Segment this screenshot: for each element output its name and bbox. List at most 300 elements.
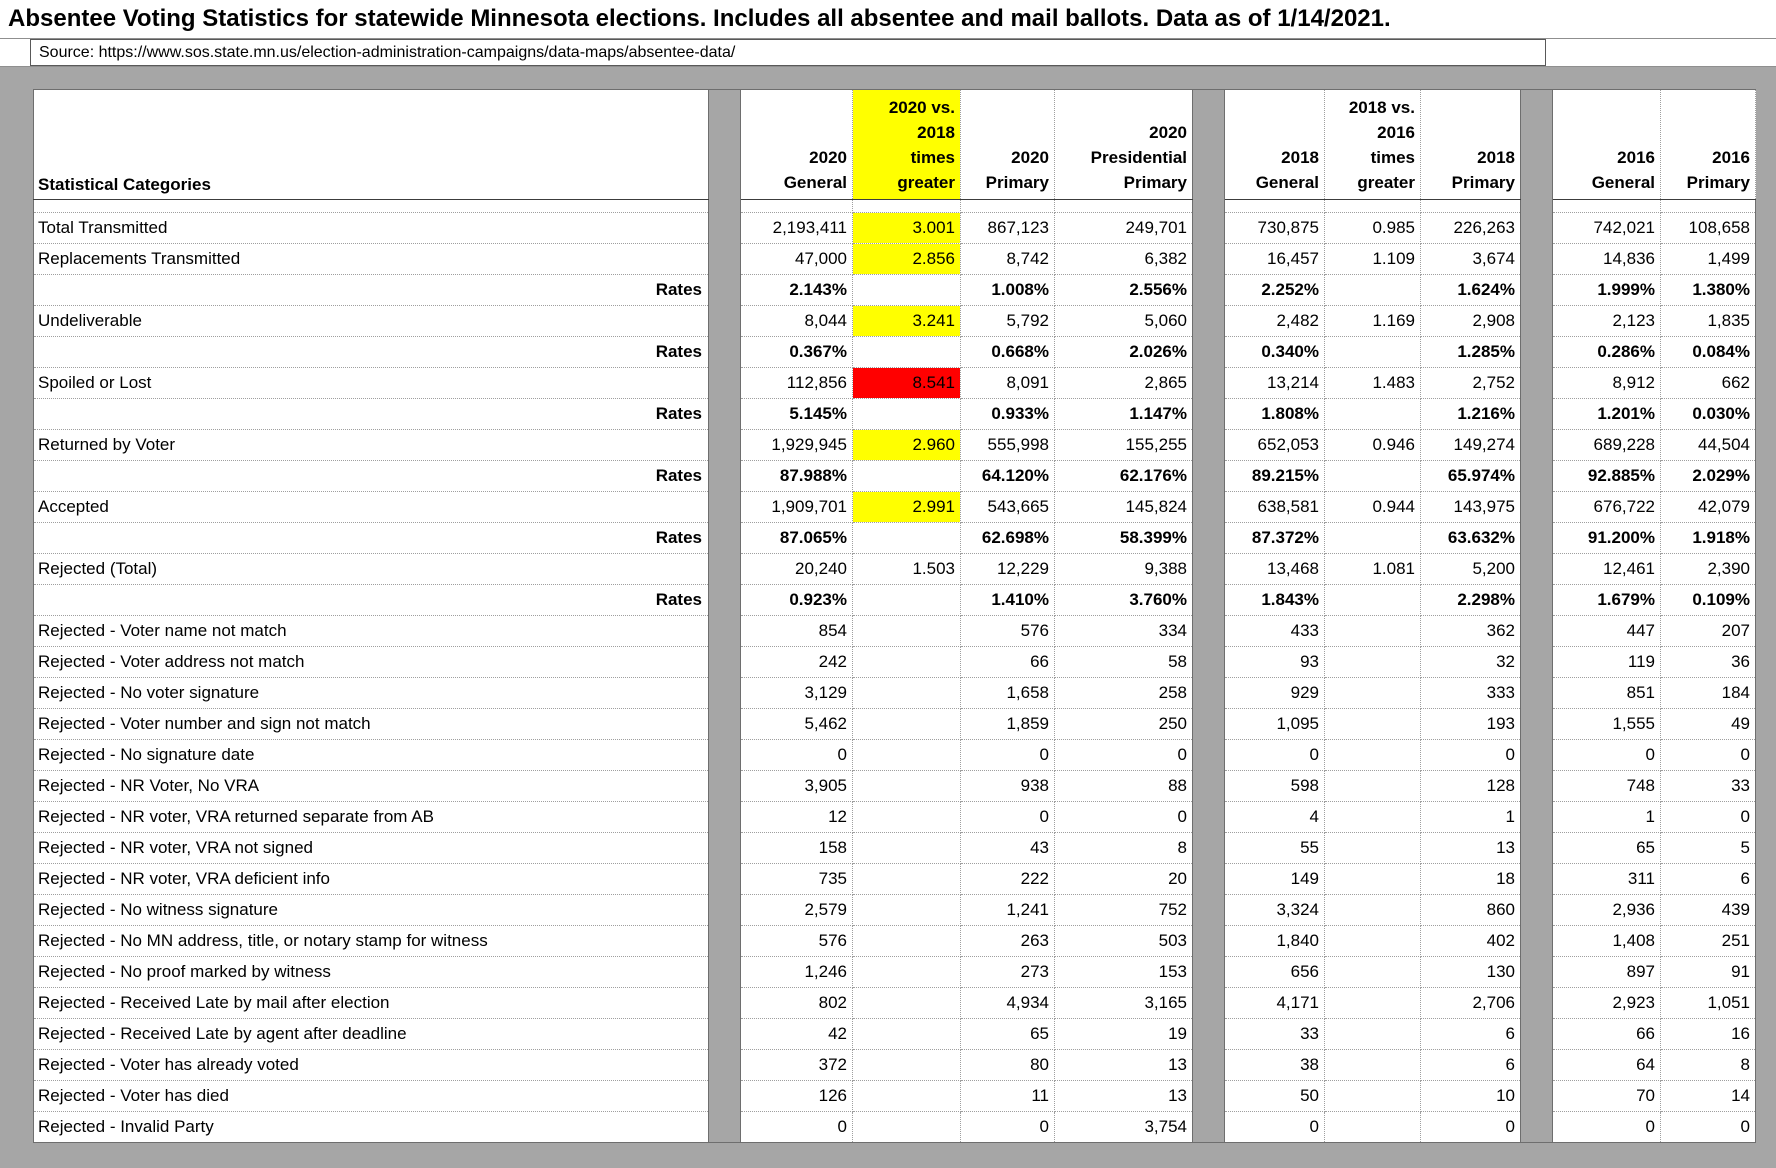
column-header-2016-general[interactable]: 2016 General <box>1553 90 1661 200</box>
value-cell-2020-vs-2018-ratio[interactable] <box>853 1112 961 1143</box>
value-cell-2016-primary[interactable]: 108,658 <box>1661 213 1756 244</box>
value-cell-2020-vs-2018-ratio[interactable]: 1.503 <box>853 554 961 585</box>
value-cell-2020-vs-2018-ratio[interactable] <box>853 771 961 802</box>
value-cell-2020-general[interactable]: 372 <box>741 1050 853 1081</box>
value-cell-2018-general[interactable]: 730,875 <box>1225 213 1325 244</box>
value-cell-2020-presidential-primary[interactable]: 58 <box>1055 647 1193 678</box>
value-cell-2018-primary[interactable]: 10 <box>1421 1081 1521 1112</box>
value-cell-2020-presidential-primary[interactable]: 250 <box>1055 709 1193 740</box>
value-cell-2018-primary[interactable]: 6 <box>1421 1019 1521 1050</box>
value-cell-2016-general[interactable]: 0.286% <box>1553 337 1661 368</box>
category-cell[interactable]: Rates <box>34 399 709 430</box>
value-cell-2018-primary[interactable]: 18 <box>1421 864 1521 895</box>
value-cell-2016-general[interactable]: 66 <box>1553 1019 1661 1050</box>
value-cell-2018-general[interactable]: 0 <box>1225 740 1325 771</box>
value-cell-2018-vs-2016-ratio[interactable]: 1.169 <box>1325 306 1421 337</box>
value-cell-2020-presidential-primary[interactable]: 2.556% <box>1055 275 1193 306</box>
value-cell-2016-general[interactable]: 91.200% <box>1553 523 1661 554</box>
value-cell-2020-general[interactable]: 0.923% <box>741 585 853 616</box>
value-cell-2020-vs-2018-ratio[interactable] <box>853 1081 961 1112</box>
value-cell-2016-primary[interactable]: 14 <box>1661 1081 1756 1112</box>
value-cell-2018-vs-2016-ratio[interactable] <box>1325 585 1421 616</box>
value-cell-2018-general[interactable]: 89.215% <box>1225 461 1325 492</box>
value-cell-2020-vs-2018-ratio[interactable] <box>853 461 961 492</box>
value-cell-2020-vs-2018-ratio[interactable]: 2.960 <box>853 430 961 461</box>
value-cell-2020-primary[interactable]: 1.008% <box>961 275 1055 306</box>
value-cell-2018-primary[interactable]: 2,908 <box>1421 306 1521 337</box>
value-cell-2020-presidential-primary[interactable]: 6,382 <box>1055 244 1193 275</box>
value-cell-2016-primary[interactable]: 0.084% <box>1661 337 1756 368</box>
value-cell-2020-general[interactable]: 1,909,701 <box>741 492 853 523</box>
value-cell-2020-primary[interactable]: 0 <box>961 740 1055 771</box>
value-cell-2016-primary[interactable]: 0.109% <box>1661 585 1756 616</box>
value-cell-2020-presidential-primary[interactable]: 8 <box>1055 833 1193 864</box>
value-cell-2018-general[interactable]: 1.843% <box>1225 585 1325 616</box>
value-cell-2020-primary[interactable]: 1,241 <box>961 895 1055 926</box>
category-cell[interactable]: Rejected - NR Voter, No VRA <box>34 771 709 802</box>
value-cell-2018-primary[interactable]: 149,274 <box>1421 430 1521 461</box>
value-cell-2018-general[interactable]: 2.252% <box>1225 275 1325 306</box>
column-header-statistical-categories[interactable]: Statistical Categories <box>34 90 709 200</box>
value-cell-2018-primary[interactable]: 5,200 <box>1421 554 1521 585</box>
value-cell-2018-vs-2016-ratio[interactable] <box>1325 461 1421 492</box>
value-cell-2018-primary[interactable]: 193 <box>1421 709 1521 740</box>
value-cell-2018-primary[interactable]: 362 <box>1421 616 1521 647</box>
column-header-2020-general[interactable]: 2020 General <box>741 90 853 200</box>
value-cell-2016-general[interactable]: 1.201% <box>1553 399 1661 430</box>
category-cell[interactable]: Rejected - NR voter, VRA deficient info <box>34 864 709 895</box>
value-cell-2020-general[interactable]: 2,579 <box>741 895 853 926</box>
value-cell-2020-presidential-primary[interactable]: 20 <box>1055 864 1193 895</box>
value-cell-2020-vs-2018-ratio[interactable] <box>853 1050 961 1081</box>
value-cell-2020-general[interactable]: 8,044 <box>741 306 853 337</box>
value-cell-2020-vs-2018-ratio[interactable] <box>853 585 961 616</box>
value-cell-2016-general[interactable]: 447 <box>1553 616 1661 647</box>
value-cell-2020-general[interactable]: 42 <box>741 1019 853 1050</box>
value-cell-2016-primary[interactable]: 5 <box>1661 833 1756 864</box>
value-cell-2016-general[interactable]: 1 <box>1553 802 1661 833</box>
value-cell-2020-general[interactable]: 5.145% <box>741 399 853 430</box>
value-cell-2016-primary[interactable]: 42,079 <box>1661 492 1756 523</box>
value-cell-2020-presidential-primary[interactable]: 0 <box>1055 740 1193 771</box>
value-cell-2018-general[interactable]: 1.808% <box>1225 399 1325 430</box>
value-cell-2020-general[interactable]: 576 <box>741 926 853 957</box>
value-cell-2018-vs-2016-ratio[interactable]: 1.109 <box>1325 244 1421 275</box>
category-cell[interactable]: Accepted <box>34 492 709 523</box>
value-cell-2020-vs-2018-ratio[interactable] <box>853 740 961 771</box>
value-cell-2020-primary[interactable]: 938 <box>961 771 1055 802</box>
value-cell-2018-general[interactable]: 50 <box>1225 1081 1325 1112</box>
value-cell-2016-general[interactable]: 92.885% <box>1553 461 1661 492</box>
category-cell[interactable]: Rejected - No proof marked by witness <box>34 957 709 988</box>
value-cell-2018-general[interactable]: 652,053 <box>1225 430 1325 461</box>
value-cell-2020-primary[interactable]: 1,859 <box>961 709 1055 740</box>
value-cell-2018-general[interactable]: 16,457 <box>1225 244 1325 275</box>
value-cell-2016-primary[interactable]: 1,835 <box>1661 306 1756 337</box>
value-cell-2018-general[interactable]: 93 <box>1225 647 1325 678</box>
value-cell-2020-general[interactable]: 112,856 <box>741 368 853 399</box>
value-cell-2016-primary[interactable]: 1,499 <box>1661 244 1756 275</box>
category-cell[interactable]: Rejected - Voter has died <box>34 1081 709 1112</box>
value-cell-2020-vs-2018-ratio[interactable] <box>853 709 961 740</box>
value-cell-2018-general[interactable]: 55 <box>1225 833 1325 864</box>
value-cell-2020-presidential-primary[interactable]: 9,388 <box>1055 554 1193 585</box>
value-cell-2020-general[interactable]: 0.367% <box>741 337 853 368</box>
value-cell-2020-primary[interactable]: 263 <box>961 926 1055 957</box>
column-header-2016-primary[interactable]: 2016 Primary <box>1661 90 1756 200</box>
value-cell-2020-presidential-primary[interactable]: 2.026% <box>1055 337 1193 368</box>
value-cell-2016-primary[interactable]: 0 <box>1661 740 1756 771</box>
value-cell-2020-primary[interactable]: 12,229 <box>961 554 1055 585</box>
value-cell-2020-general[interactable]: 854 <box>741 616 853 647</box>
value-cell-2018-vs-2016-ratio[interactable] <box>1325 1112 1421 1143</box>
value-cell-2018-general[interactable]: 1,095 <box>1225 709 1325 740</box>
value-cell-2018-primary[interactable]: 130 <box>1421 957 1521 988</box>
value-cell-2020-presidential-primary[interactable]: 13 <box>1055 1050 1193 1081</box>
value-cell-2016-general[interactable]: 8,912 <box>1553 368 1661 399</box>
column-header-2018-general[interactable]: 2018 General <box>1225 90 1325 200</box>
value-cell-2020-primary[interactable]: 222 <box>961 864 1055 895</box>
value-cell-2016-primary[interactable]: 662 <box>1661 368 1756 399</box>
value-cell-2018-vs-2016-ratio[interactable] <box>1325 275 1421 306</box>
value-cell-2016-general[interactable]: 1,555 <box>1553 709 1661 740</box>
value-cell-2016-general[interactable]: 676,722 <box>1553 492 1661 523</box>
value-cell-2018-general[interactable]: 0.340% <box>1225 337 1325 368</box>
value-cell-2020-presidential-primary[interactable]: 58.399% <box>1055 523 1193 554</box>
value-cell-2020-primary[interactable]: 62.698% <box>961 523 1055 554</box>
value-cell-2020-presidential-primary[interactable]: 3,754 <box>1055 1112 1193 1143</box>
column-header-2020-vs-2018-ratio[interactable]: 2020 vs. 2018 times greater <box>853 90 961 200</box>
value-cell-2020-vs-2018-ratio[interactable] <box>853 616 961 647</box>
value-cell-2020-presidential-primary[interactable]: 334 <box>1055 616 1193 647</box>
value-cell-2016-general[interactable]: 14,836 <box>1553 244 1661 275</box>
value-cell-2018-general[interactable]: 638,581 <box>1225 492 1325 523</box>
category-cell[interactable]: Rates <box>34 523 709 554</box>
value-cell-2020-general[interactable]: 158 <box>741 833 853 864</box>
value-cell-2016-general[interactable]: 0 <box>1553 740 1661 771</box>
value-cell-2018-vs-2016-ratio[interactable] <box>1325 1019 1421 1050</box>
category-cell[interactable]: Spoiled or Lost <box>34 368 709 399</box>
value-cell-2020-vs-2018-ratio[interactable] <box>853 647 961 678</box>
value-cell-2020-general[interactable]: 126 <box>741 1081 853 1112</box>
value-cell-2020-vs-2018-ratio[interactable] <box>853 337 961 368</box>
value-cell-2016-general[interactable]: 65 <box>1553 833 1661 864</box>
value-cell-2018-primary[interactable]: 1.285% <box>1421 337 1521 368</box>
value-cell-2018-primary[interactable]: 226,263 <box>1421 213 1521 244</box>
value-cell-2020-vs-2018-ratio[interactable] <box>853 1019 961 1050</box>
value-cell-2016-general[interactable]: 742,021 <box>1553 213 1661 244</box>
value-cell-2020-primary[interactable]: 4,934 <box>961 988 1055 1019</box>
value-cell-2018-primary[interactable]: 0 <box>1421 1112 1521 1143</box>
value-cell-2018-primary[interactable]: 1.624% <box>1421 275 1521 306</box>
category-cell[interactable]: Rejected - No signature date <box>34 740 709 771</box>
value-cell-2020-primary[interactable]: 66 <box>961 647 1055 678</box>
value-cell-2020-vs-2018-ratio[interactable] <box>853 523 961 554</box>
value-cell-2016-general[interactable]: 1,408 <box>1553 926 1661 957</box>
category-cell[interactable]: Rejected - No voter signature <box>34 678 709 709</box>
value-cell-2020-presidential-primary[interactable]: 3.760% <box>1055 585 1193 616</box>
value-cell-2018-general[interactable]: 13,214 <box>1225 368 1325 399</box>
value-cell-2020-presidential-primary[interactable]: 503 <box>1055 926 1193 957</box>
value-cell-2018-vs-2016-ratio[interactable]: 1.081 <box>1325 554 1421 585</box>
value-cell-2018-general[interactable]: 1,840 <box>1225 926 1325 957</box>
category-cell[interactable]: Undeliverable <box>34 306 709 337</box>
value-cell-2018-general[interactable]: 2,482 <box>1225 306 1325 337</box>
value-cell-2020-presidential-primary[interactable]: 13 <box>1055 1081 1193 1112</box>
value-cell-2020-vs-2018-ratio[interactable] <box>853 926 961 957</box>
value-cell-2020-presidential-primary[interactable]: 258 <box>1055 678 1193 709</box>
value-cell-2016-primary[interactable]: 6 <box>1661 864 1756 895</box>
value-cell-2018-vs-2016-ratio[interactable] <box>1325 1050 1421 1081</box>
value-cell-2018-vs-2016-ratio[interactable] <box>1325 616 1421 647</box>
value-cell-2020-primary[interactable]: 555,998 <box>961 430 1055 461</box>
value-cell-2018-general[interactable]: 433 <box>1225 616 1325 647</box>
value-cell-2018-primary[interactable]: 2,706 <box>1421 988 1521 1019</box>
category-cell[interactable]: Rejected - Invalid Party <box>34 1112 709 1143</box>
value-cell-2020-primary[interactable]: 576 <box>961 616 1055 647</box>
value-cell-2018-primary[interactable]: 143,975 <box>1421 492 1521 523</box>
value-cell-2020-vs-2018-ratio[interactable]: 3.241 <box>853 306 961 337</box>
value-cell-2020-presidential-primary[interactable]: 3,165 <box>1055 988 1193 1019</box>
value-cell-2018-vs-2016-ratio[interactable] <box>1325 895 1421 926</box>
value-cell-2020-general[interactable]: 802 <box>741 988 853 1019</box>
value-cell-2018-vs-2016-ratio[interactable] <box>1325 647 1421 678</box>
value-cell-2018-vs-2016-ratio[interactable] <box>1325 399 1421 430</box>
value-cell-2018-general[interactable]: 87.372% <box>1225 523 1325 554</box>
value-cell-2016-primary[interactable]: 251 <box>1661 926 1756 957</box>
category-cell[interactable]: Rates <box>34 275 709 306</box>
value-cell-2018-general[interactable]: 3,324 <box>1225 895 1325 926</box>
value-cell-2018-vs-2016-ratio[interactable] <box>1325 988 1421 1019</box>
category-cell[interactable]: Rates <box>34 337 709 368</box>
value-cell-2018-vs-2016-ratio[interactable]: 0.946 <box>1325 430 1421 461</box>
value-cell-2018-primary[interactable]: 128 <box>1421 771 1521 802</box>
value-cell-2020-primary[interactable]: 8,742 <box>961 244 1055 275</box>
value-cell-2016-primary[interactable]: 44,504 <box>1661 430 1756 461</box>
value-cell-2020-primary[interactable]: 273 <box>961 957 1055 988</box>
value-cell-2016-primary[interactable]: 207 <box>1661 616 1756 647</box>
value-cell-2018-vs-2016-ratio[interactable]: 1.483 <box>1325 368 1421 399</box>
value-cell-2020-presidential-primary[interactable]: 1.147% <box>1055 399 1193 430</box>
value-cell-2016-primary[interactable]: 16 <box>1661 1019 1756 1050</box>
category-cell[interactable]: Rejected (Total) <box>34 554 709 585</box>
value-cell-2018-vs-2016-ratio[interactable] <box>1325 802 1421 833</box>
column-header-2018-primary[interactable]: 2018 Primary <box>1421 90 1521 200</box>
value-cell-2020-primary[interactable]: 0.668% <box>961 337 1055 368</box>
value-cell-2018-vs-2016-ratio[interactable] <box>1325 709 1421 740</box>
category-cell[interactable]: Rejected - Voter number and sign not match <box>34 709 709 740</box>
value-cell-2020-general[interactable]: 735 <box>741 864 853 895</box>
value-cell-2020-presidential-primary[interactable]: 62.176% <box>1055 461 1193 492</box>
value-cell-2016-general[interactable]: 12,461 <box>1553 554 1661 585</box>
category-cell[interactable]: Rejected - Received Late by agent after deadline <box>34 1019 709 1050</box>
value-cell-2016-general[interactable]: 851 <box>1553 678 1661 709</box>
value-cell-2018-primary[interactable]: 32 <box>1421 647 1521 678</box>
value-cell-2020-general[interactable]: 2,193,411 <box>741 213 853 244</box>
value-cell-2016-primary[interactable]: 91 <box>1661 957 1756 988</box>
value-cell-2020-general[interactable]: 47,000 <box>741 244 853 275</box>
value-cell-2020-vs-2018-ratio[interactable]: 3.001 <box>853 213 961 244</box>
value-cell-2018-vs-2016-ratio[interactable] <box>1325 678 1421 709</box>
value-cell-2018-vs-2016-ratio[interactable] <box>1325 523 1421 554</box>
value-cell-2016-general[interactable]: 311 <box>1553 864 1661 895</box>
value-cell-2016-primary[interactable]: 2,390 <box>1661 554 1756 585</box>
value-cell-2018-primary[interactable]: 6 <box>1421 1050 1521 1081</box>
value-cell-2018-primary[interactable]: 860 <box>1421 895 1521 926</box>
category-cell[interactable]: Rejected - Voter name not match <box>34 616 709 647</box>
value-cell-2016-general[interactable]: 748 <box>1553 771 1661 802</box>
value-cell-2020-presidential-primary[interactable]: 88 <box>1055 771 1193 802</box>
value-cell-2020-vs-2018-ratio[interactable] <box>853 988 961 1019</box>
column-header-2020-presidential-primary[interactable]: 2020 Presidential Primary <box>1055 90 1193 200</box>
category-cell[interactable]: Rejected - NR voter, VRA not signed <box>34 833 709 864</box>
value-cell-2016-primary[interactable]: 1,051 <box>1661 988 1756 1019</box>
value-cell-2018-primary[interactable]: 0 <box>1421 740 1521 771</box>
value-cell-2020-general[interactable]: 87.065% <box>741 523 853 554</box>
value-cell-2020-primary[interactable]: 43 <box>961 833 1055 864</box>
value-cell-2020-vs-2018-ratio[interactable]: 2.991 <box>853 492 961 523</box>
value-cell-2018-primary[interactable]: 13 <box>1421 833 1521 864</box>
value-cell-2016-general[interactable]: 70 <box>1553 1081 1661 1112</box>
value-cell-2020-vs-2018-ratio[interactable] <box>853 957 961 988</box>
value-cell-2016-primary[interactable]: 1.380% <box>1661 275 1756 306</box>
value-cell-2018-general[interactable]: 149 <box>1225 864 1325 895</box>
value-cell-2020-vs-2018-ratio[interactable] <box>853 678 961 709</box>
value-cell-2018-vs-2016-ratio[interactable] <box>1325 1081 1421 1112</box>
value-cell-2018-primary[interactable]: 1.216% <box>1421 399 1521 430</box>
value-cell-2018-general[interactable]: 13,468 <box>1225 554 1325 585</box>
value-cell-2018-general[interactable]: 598 <box>1225 771 1325 802</box>
value-cell-2016-primary[interactable]: 33 <box>1661 771 1756 802</box>
value-cell-2016-primary[interactable]: 36 <box>1661 647 1756 678</box>
value-cell-2020-general[interactable]: 3,905 <box>741 771 853 802</box>
value-cell-2020-general[interactable]: 87.988% <box>741 461 853 492</box>
value-cell-2018-vs-2016-ratio[interactable] <box>1325 864 1421 895</box>
value-cell-2018-general[interactable]: 0 <box>1225 1112 1325 1143</box>
value-cell-2020-vs-2018-ratio[interactable] <box>853 895 961 926</box>
value-cell-2018-vs-2016-ratio[interactable] <box>1325 833 1421 864</box>
value-cell-2020-presidential-primary[interactable]: 19 <box>1055 1019 1193 1050</box>
value-cell-2020-primary[interactable]: 0.933% <box>961 399 1055 430</box>
value-cell-2018-general[interactable]: 4,171 <box>1225 988 1325 1019</box>
category-cell[interactable]: Rates <box>34 461 709 492</box>
value-cell-2018-vs-2016-ratio[interactable]: 0.944 <box>1325 492 1421 523</box>
value-cell-2016-primary[interactable]: 0.030% <box>1661 399 1756 430</box>
value-cell-2016-primary[interactable]: 2.029% <box>1661 461 1756 492</box>
value-cell-2020-general[interactable]: 1,246 <box>741 957 853 988</box>
value-cell-2018-vs-2016-ratio[interactable] <box>1325 771 1421 802</box>
category-cell[interactable]: Replacements Transmitted <box>34 244 709 275</box>
value-cell-2018-primary[interactable]: 3,674 <box>1421 244 1521 275</box>
category-cell[interactable]: Rejected - NR voter, VRA returned separate from AB <box>34 802 709 833</box>
value-cell-2018-general[interactable]: 33 <box>1225 1019 1325 1050</box>
value-cell-2018-primary[interactable]: 63.632% <box>1421 523 1521 554</box>
value-cell-2018-general[interactable]: 4 <box>1225 802 1325 833</box>
value-cell-2018-vs-2016-ratio[interactable] <box>1325 337 1421 368</box>
category-cell[interactable]: Rejected - Voter address not match <box>34 647 709 678</box>
value-cell-2016-general[interactable]: 1.999% <box>1553 275 1661 306</box>
value-cell-2016-general[interactable]: 2,923 <box>1553 988 1661 1019</box>
value-cell-2020-presidential-primary[interactable]: 0 <box>1055 802 1193 833</box>
value-cell-2020-general[interactable]: 5,462 <box>741 709 853 740</box>
value-cell-2020-vs-2018-ratio[interactable] <box>853 275 961 306</box>
value-cell-2018-vs-2016-ratio[interactable] <box>1325 926 1421 957</box>
value-cell-2020-vs-2018-ratio[interactable] <box>853 399 961 430</box>
value-cell-2020-general[interactable]: 2.143% <box>741 275 853 306</box>
value-cell-2016-primary[interactable]: 1.918% <box>1661 523 1756 554</box>
value-cell-2018-general[interactable]: 38 <box>1225 1050 1325 1081</box>
value-cell-2020-primary[interactable]: 80 <box>961 1050 1055 1081</box>
value-cell-2020-primary[interactable]: 5,792 <box>961 306 1055 337</box>
value-cell-2018-primary[interactable]: 402 <box>1421 926 1521 957</box>
value-cell-2020-primary[interactable]: 867,123 <box>961 213 1055 244</box>
value-cell-2020-primary[interactable]: 1.410% <box>961 585 1055 616</box>
value-cell-2020-primary[interactable]: 11 <box>961 1081 1055 1112</box>
value-cell-2020-general[interactable]: 3,129 <box>741 678 853 709</box>
value-cell-2020-presidential-primary[interactable]: 153 <box>1055 957 1193 988</box>
value-cell-2016-primary[interactable]: 8 <box>1661 1050 1756 1081</box>
value-cell-2020-presidential-primary[interactable]: 2,865 <box>1055 368 1193 399</box>
value-cell-2020-presidential-primary[interactable]: 155,255 <box>1055 430 1193 461</box>
value-cell-2020-primary[interactable]: 64.120% <box>961 461 1055 492</box>
value-cell-2016-general[interactable]: 897 <box>1553 957 1661 988</box>
value-cell-2020-presidential-primary[interactable]: 752 <box>1055 895 1193 926</box>
value-cell-2020-primary[interactable]: 543,665 <box>961 492 1055 523</box>
value-cell-2018-primary[interactable]: 65.974% <box>1421 461 1521 492</box>
value-cell-2020-general[interactable]: 20,240 <box>741 554 853 585</box>
category-cell[interactable]: Rates <box>34 585 709 616</box>
value-cell-2016-primary[interactable]: 49 <box>1661 709 1756 740</box>
value-cell-2020-presidential-primary[interactable]: 145,824 <box>1055 492 1193 523</box>
value-cell-2020-primary[interactable]: 0 <box>961 802 1055 833</box>
value-cell-2018-primary[interactable]: 2,752 <box>1421 368 1521 399</box>
category-cell[interactable]: Rejected - Received Late by mail after election <box>34 988 709 1019</box>
value-cell-2020-primary[interactable]: 8,091 <box>961 368 1055 399</box>
value-cell-2016-general[interactable]: 2,936 <box>1553 895 1661 926</box>
value-cell-2018-vs-2016-ratio[interactable] <box>1325 957 1421 988</box>
value-cell-2016-general[interactable]: 2,123 <box>1553 306 1661 337</box>
column-header-2020-primary[interactable]: 2020 Primary <box>961 90 1055 200</box>
category-cell[interactable]: Total Transmitted <box>34 213 709 244</box>
value-cell-2020-presidential-primary[interactable]: 5,060 <box>1055 306 1193 337</box>
value-cell-2020-primary[interactable]: 65 <box>961 1019 1055 1050</box>
category-cell[interactable]: Rejected - Voter has already voted <box>34 1050 709 1081</box>
value-cell-2020-general[interactable]: 0 <box>741 1112 853 1143</box>
value-cell-2020-vs-2018-ratio[interactable] <box>853 864 961 895</box>
value-cell-2016-primary[interactable]: 0 <box>1661 802 1756 833</box>
value-cell-2016-general[interactable]: 119 <box>1553 647 1661 678</box>
value-cell-2020-vs-2018-ratio[interactable] <box>853 833 961 864</box>
value-cell-2016-primary[interactable]: 0 <box>1661 1112 1756 1143</box>
value-cell-2018-general[interactable]: 656 <box>1225 957 1325 988</box>
category-cell[interactable]: Rejected - No witness signature <box>34 895 709 926</box>
value-cell-2020-primary[interactable]: 0 <box>961 1112 1055 1143</box>
value-cell-2016-primary[interactable]: 439 <box>1661 895 1756 926</box>
value-cell-2020-general[interactable]: 12 <box>741 802 853 833</box>
value-cell-2020-vs-2018-ratio[interactable]: 2.856 <box>853 244 961 275</box>
value-cell-2018-general[interactable]: 929 <box>1225 678 1325 709</box>
category-cell[interactable]: Returned by Voter <box>34 430 709 461</box>
value-cell-2020-general[interactable]: 1,929,945 <box>741 430 853 461</box>
value-cell-2018-primary[interactable]: 2.298% <box>1421 585 1521 616</box>
value-cell-2018-primary[interactable]: 1 <box>1421 802 1521 833</box>
value-cell-2020-general[interactable]: 242 <box>741 647 853 678</box>
value-cell-2016-general[interactable]: 0 <box>1553 1112 1661 1143</box>
value-cell-2018-primary[interactable]: 333 <box>1421 678 1521 709</box>
source-url[interactable]: Source: https://www.sos.state.mn.us/election-administration-campaigns/data-maps/absentee-data/ <box>30 39 1546 66</box>
value-cell-2020-primary[interactable]: 1,658 <box>961 678 1055 709</box>
category-cell[interactable]: Rejected - No MN address, title, or notary stamp for witness <box>34 926 709 957</box>
